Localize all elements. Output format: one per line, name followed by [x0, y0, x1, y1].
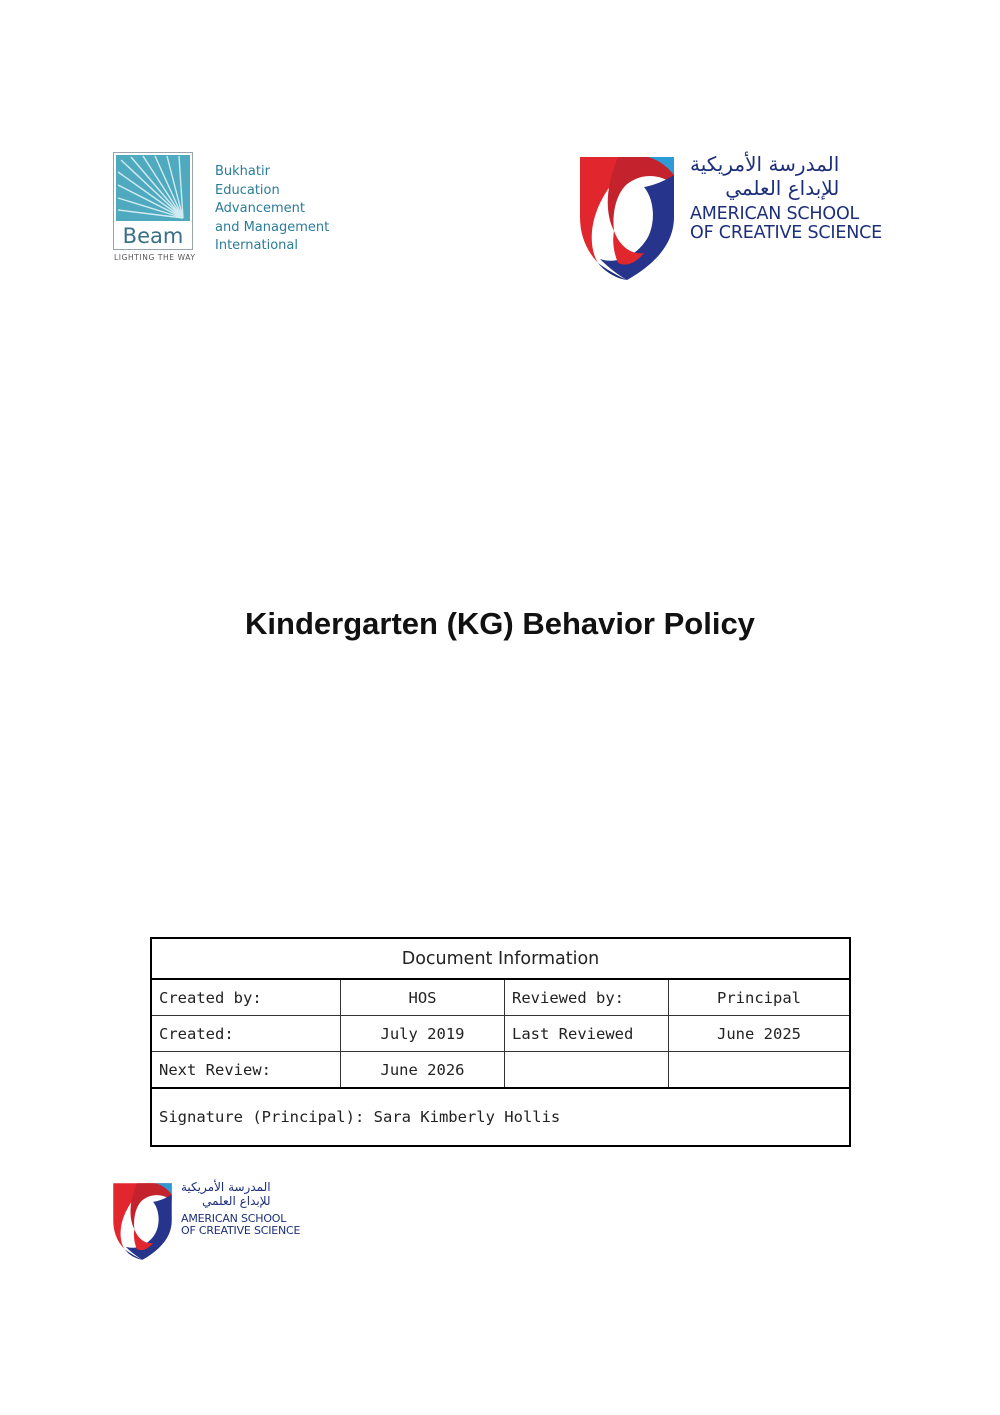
- signature-field: Signature (Principal): Sara Kimberly Hollis: [151, 1088, 850, 1146]
- table-cell-label: Created by:: [151, 979, 341, 1016]
- table-cell-value: Principal: [669, 979, 851, 1016]
- beam-sunburst-logo-mark: [113, 152, 193, 250]
- school-name-english-line: OF CREATIVE SCIENCE: [690, 223, 883, 243]
- beam-wordmark: Beam: [122, 224, 184, 248]
- school-name-arabic-line: للإبداع العلمي: [725, 176, 840, 200]
- table-cell-label: Last Reviewed: [505, 1016, 669, 1052]
- signature-row: [151, 1088, 850, 1146]
- beam-org-line: Advancement: [215, 201, 305, 217]
- beam-org-line: Bukhatir: [215, 164, 270, 179]
- table-cell-value: July 2019: [341, 1016, 505, 1052]
- school-logo: [578, 152, 898, 284]
- table-cell-label: [505, 1052, 669, 1089]
- school-name-arabic: [690, 152, 839, 200]
- document-title: Kindergarten (KG) Behavior Policy: [245, 606, 755, 641]
- document-info-table: [150, 937, 851, 1147]
- beam-org-line: Education: [215, 182, 280, 198]
- table-header-row: [151, 938, 850, 979]
- school-shield-icon: [112, 1182, 173, 1261]
- school-name-english-line: OF CREATIVE SCIENCE: [181, 1224, 301, 1237]
- table-cell-value: [669, 1052, 851, 1089]
- school-name-english-line: AMERICAN SCHOOL: [181, 1212, 287, 1225]
- beam-logo: [113, 152, 343, 264]
- table-cell-label: Next Review:: [151, 1052, 341, 1089]
- school-name-english-line: AMERICAN SCHOOL: [690, 204, 860, 224]
- school-shield-icon: [578, 155, 676, 282]
- beam-org-line: and Management: [215, 219, 330, 235]
- table-header: Document Information: [151, 938, 850, 979]
- beam-org-line: International: [215, 238, 298, 254]
- table-cell-label: Reviewed by:: [505, 979, 669, 1016]
- school-logo-footer: [112, 1180, 312, 1262]
- table-cell-value: HOS: [341, 979, 505, 1016]
- table-cell-label: Created:: [151, 1016, 341, 1052]
- school-name-arabic-line: المدرسة الأمريكية: [690, 152, 840, 176]
- beam-org-name: [215, 163, 355, 256]
- table-cell-value: June 2026: [341, 1052, 505, 1089]
- table-row: [151, 979, 850, 1016]
- school-name-arabic-line: للإبداع العلمي: [202, 1194, 271, 1208]
- school-name-arabic-line: المدرسة الأمريكية: [181, 1180, 271, 1194]
- beam-tagline: LIGHTING THE WAY: [114, 253, 196, 262]
- school-name-arabic: [181, 1180, 271, 1208]
- table-cell-value: June 2025: [669, 1016, 851, 1052]
- table-row: [151, 1052, 850, 1089]
- table-row: [151, 1016, 850, 1052]
